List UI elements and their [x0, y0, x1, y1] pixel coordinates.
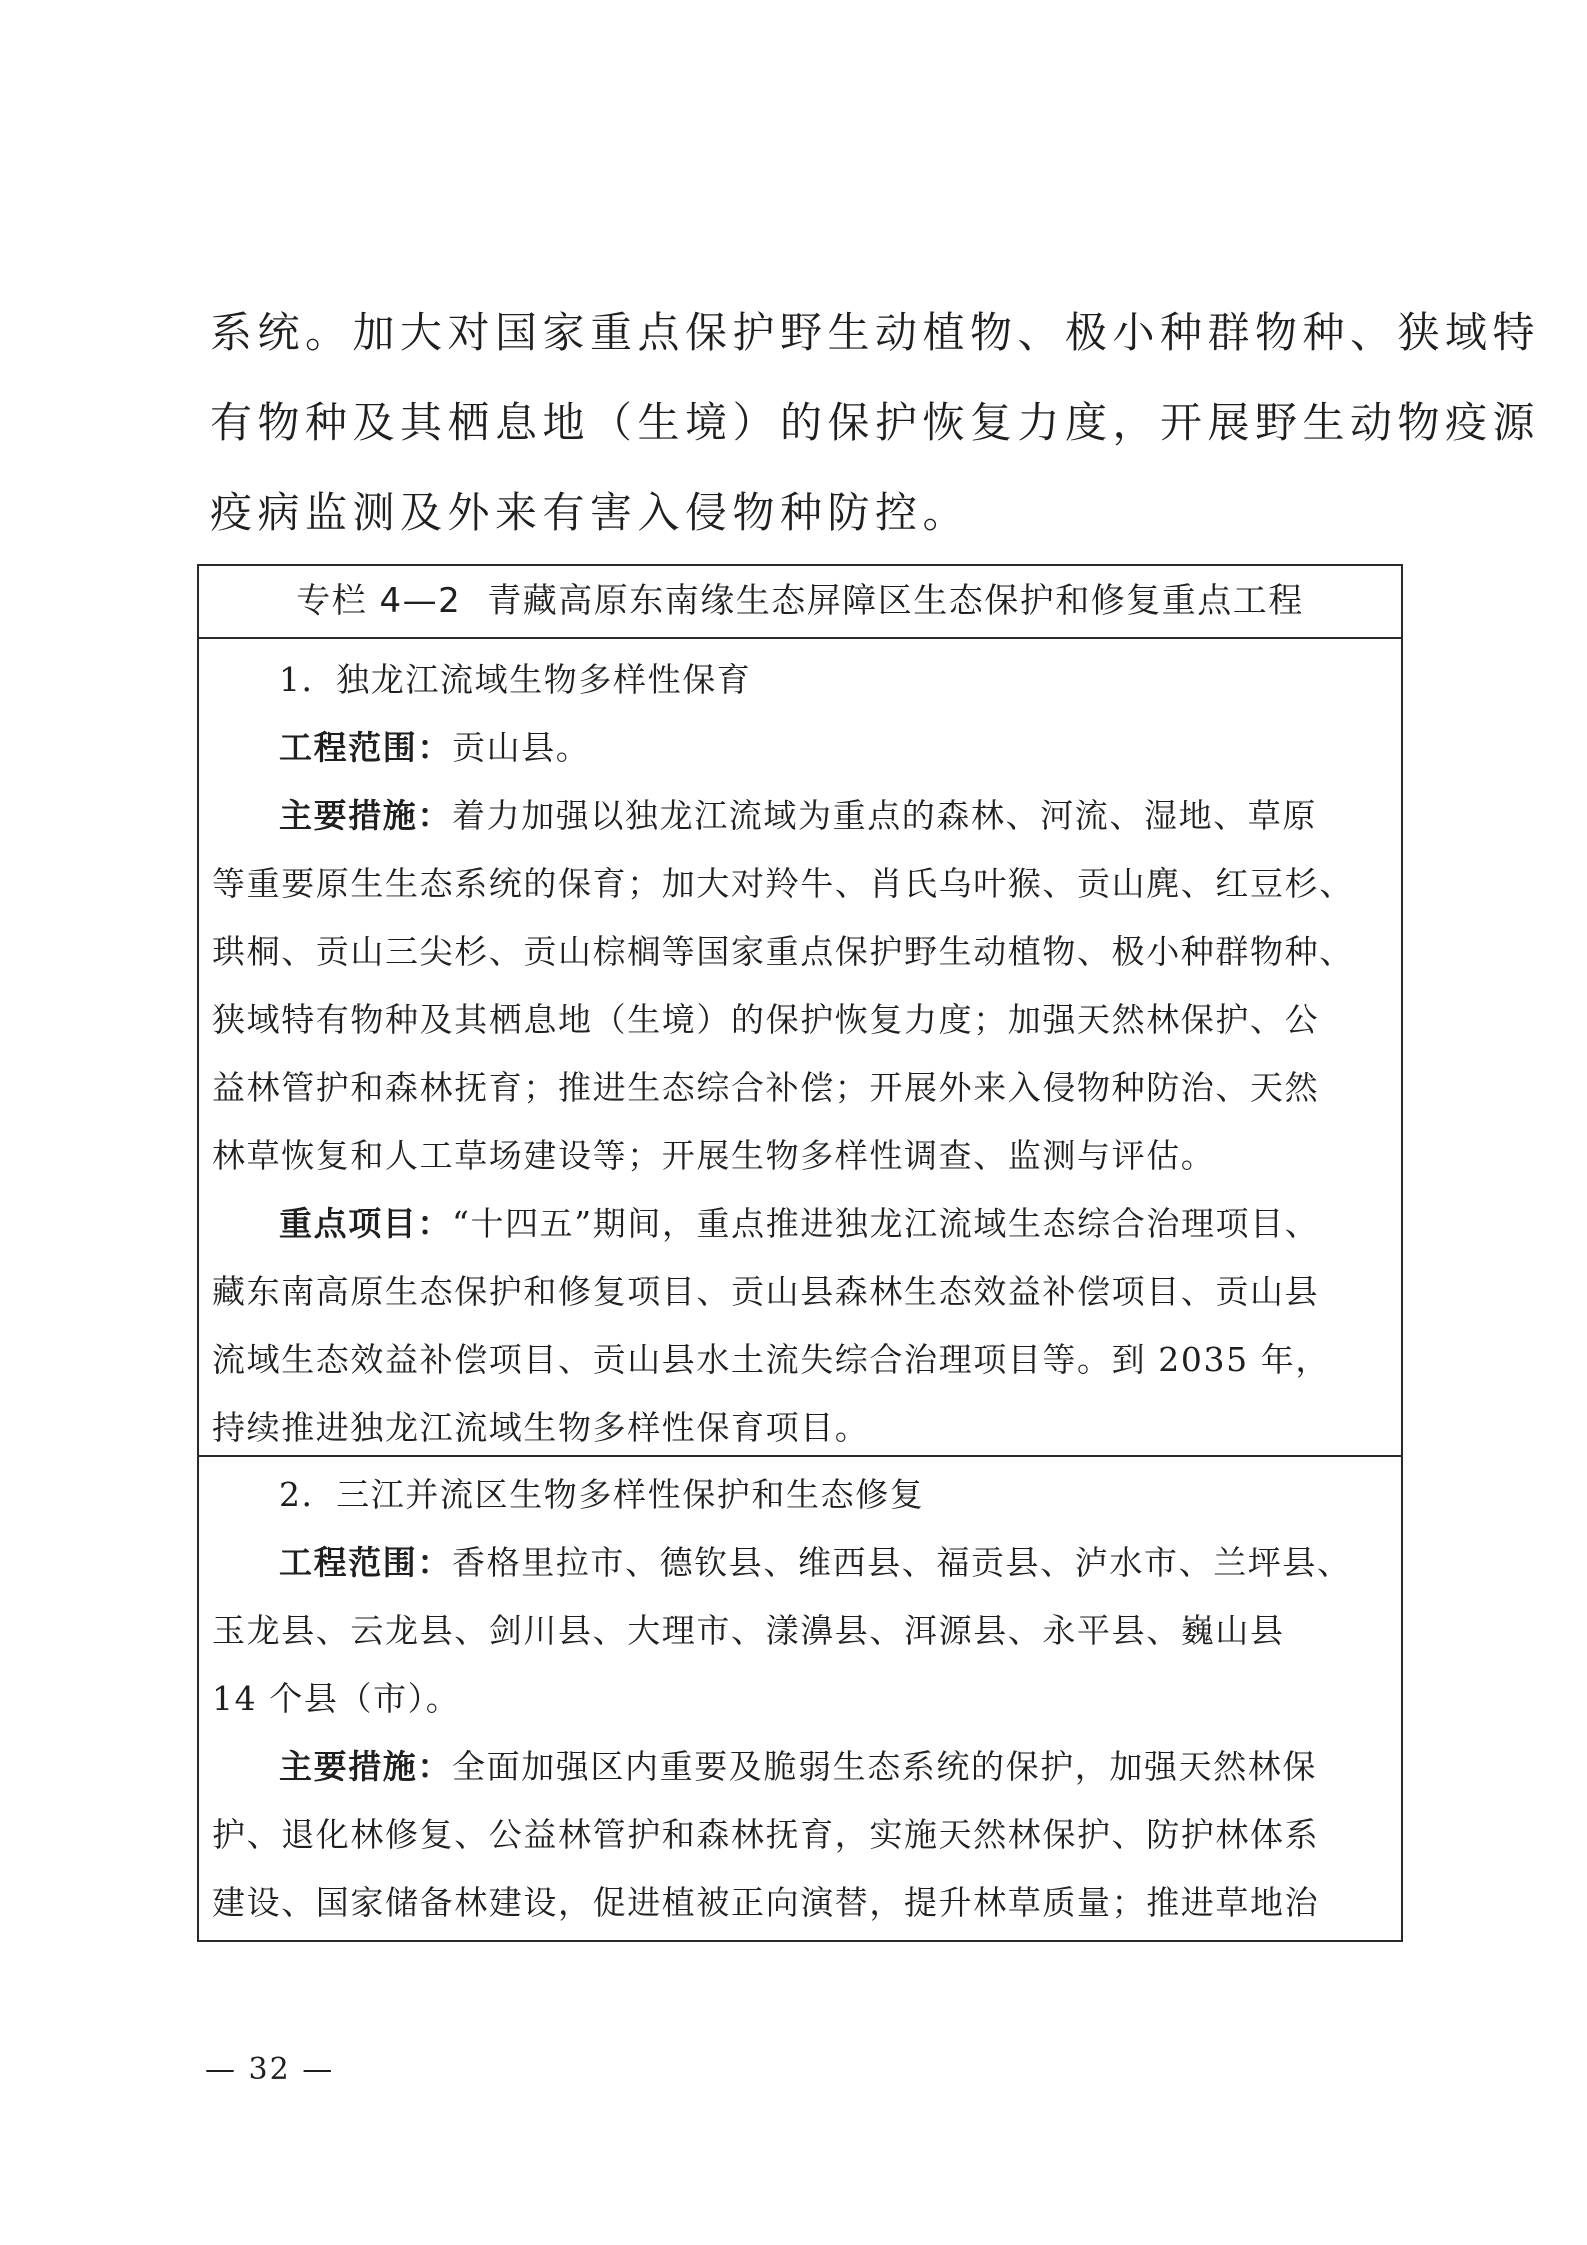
project-section-2	[199, 1457, 1401, 1937]
projects-label: 重点项目：	[279, 1204, 452, 1243]
projects-line: 流域生态效益补偿项目、贡山县水土流失综合治理项目等。到 2035 年，	[212, 1340, 1330, 1379]
scope-text: 贡山县。	[452, 728, 591, 767]
measures-line: 建设、国家储备林建设，促进植被正向演替，提升林草质量；推进草地治	[212, 1883, 1320, 1922]
scope-text: 香格里拉市、德钦县、维西县、福贡县、泸水市、兰坪县、	[452, 1543, 1352, 1582]
feature-box-title	[199, 566, 1401, 639]
measures-line	[212, 1733, 1401, 1801]
page-number: — 32 —	[205, 2052, 335, 2087]
scope-line	[212, 714, 1401, 782]
measures-line: 珙桐、贡山三尖杉、贡山棕榈等国家重点保护野生动植物、极小种群物种、	[212, 932, 1354, 971]
intro-line: 系统。加大对国家重点保护野生动植物、极小种群物种、狭域特	[210, 308, 1541, 357]
feature-box-code: 专栏 4—2	[296, 581, 462, 621]
scope-line: 14 个县（市）。	[212, 1679, 461, 1718]
measures-line: 护、退化林修复、公益林管护和森林抚育，实施天然林保护、防护林体系	[212, 1815, 1320, 1854]
section-heading: 1．独龙江流域生物多样性保育	[279, 660, 752, 699]
scope-line: 玉龙县、云龙县、剑川县、大理市、漾濞县、洱源县、永平县、巍山县	[212, 1611, 1285, 1650]
projects-text: “十四五”期间，重点推进独龙江流域生态综合治理项目、	[452, 1204, 1320, 1243]
projects-line: 持续推进独龙江流域生物多样性保育项目。	[212, 1408, 870, 1447]
measures-line	[212, 782, 1401, 850]
measures-text: 全面加强区内重要及脆弱生态系统的保护，加强天然林保	[452, 1747, 1317, 1786]
measures-label: 主要措施：	[279, 1747, 452, 1786]
intro-line: 疫病监测及外来有害入侵物种防控。	[210, 488, 971, 537]
scope-label: 工程范围：	[279, 1543, 452, 1582]
intro-paragraph	[210, 288, 1541, 558]
feature-box	[197, 564, 1403, 1942]
section-heading: 2．三江并流区生物多样性保护和生态修复	[279, 1475, 925, 1514]
project-section-1	[199, 639, 1401, 1457]
feature-box-title-text: 青藏高原东南缘生态屏障区生态保护和修复重点工程	[487, 581, 1304, 621]
projects-line: 藏东南高原生态保护和修复项目、贡山县森林生态效益补偿项目、贡山县	[212, 1272, 1320, 1311]
measures-line: 狭域特有物种及其栖息地（生境）的保护恢复力度；加强天然林保护、公	[212, 1000, 1320, 1039]
measures-line: 等重要原生生态系统的保育；加大对羚牛、肖氏乌叶猴、贡山麂、红豆杉、	[212, 864, 1354, 903]
measures-line: 林草恢复和人工草场建设等；开展生物多样性调查、监测与评估。	[212, 1136, 1216, 1175]
intro-line: 有物种及其栖息地（生境）的保护恢复力度，开展野生动物疫源	[210, 398, 1541, 447]
measures-line: 益林管护和森林抚育；推进生态综合补偿；开展外来入侵物种防治、天然	[212, 1068, 1320, 1107]
measures-label: 主要措施：	[279, 796, 452, 835]
measures-text: 着力加强以独龙江流域为重点的森林、河流、湿地、草原	[452, 796, 1317, 835]
projects-line	[212, 1190, 1401, 1258]
scope-label: 工程范围：	[279, 728, 452, 767]
scope-line	[212, 1529, 1401, 1597]
